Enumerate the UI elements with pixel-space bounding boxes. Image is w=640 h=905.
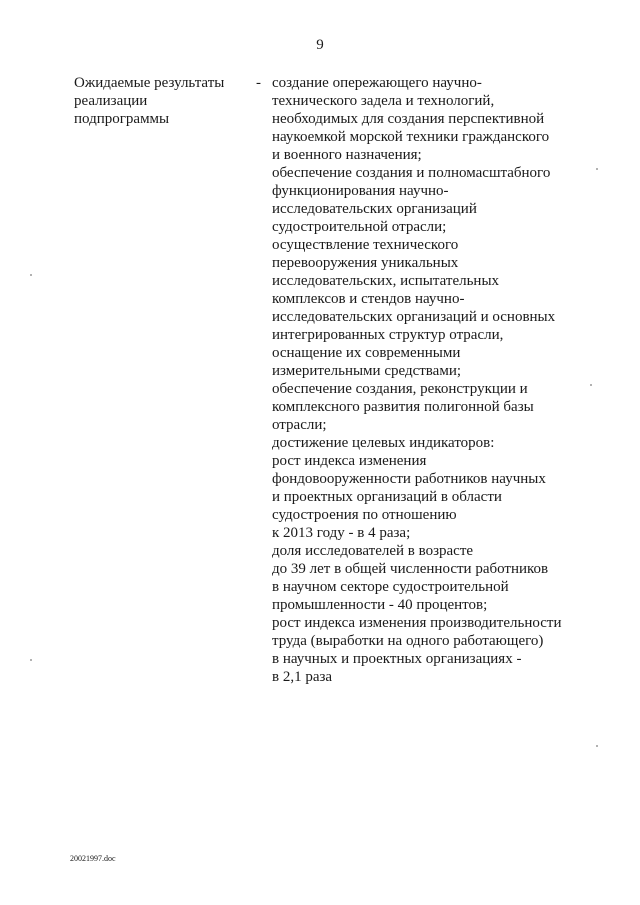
content-line: измерительными средствами; [272, 363, 462, 379]
content-line: осуществление технического [272, 237, 459, 253]
content-line: оснащение их современными [272, 345, 461, 361]
scan-speck [596, 745, 598, 747]
scan-speck [590, 384, 592, 386]
content-line: и военного назначения; [272, 147, 422, 163]
content-line: рост индекса изменения производительности [272, 615, 562, 631]
content-line: в 2,1 раза [272, 669, 333, 685]
content-line: интегрированных структур отрасли, [272, 327, 504, 343]
content-line: к 2013 году - в 4 раза; [272, 525, 411, 541]
content-line: функционирования научно- [272, 183, 449, 199]
scan-speck [30, 659, 32, 661]
content-line: наукоемкой морской техники гражданского [272, 129, 550, 145]
content-line: исследовательских организаций [272, 201, 477, 217]
content-line: фондовооруженности работников научных [272, 471, 546, 487]
section-content [272, 74, 572, 686]
content-line: труда (выработки на одного работающего) [272, 633, 544, 649]
content-line: и проектных организаций в области [272, 489, 502, 505]
content-line: судостроения по отношению [272, 507, 457, 523]
section-label-line: подпрограммы [74, 111, 170, 127]
separator-dash: - [256, 75, 261, 91]
section-label [74, 74, 244, 128]
content-line: комплексного развития полигонной базы [272, 399, 534, 415]
section-label-line: реализации [74, 93, 148, 109]
content-line: комплексов и стендов научно- [272, 291, 465, 307]
content-line: доля исследователей в возрасте [272, 543, 474, 559]
content-line: необходимых для создания перспективной [272, 111, 545, 127]
content-line: в научном секторе судостроительной [272, 579, 509, 595]
section-label-line: Ожидаемые результаты [74, 75, 225, 91]
content-line: промышленности - 40 процентов; [272, 597, 488, 613]
content-line: технического задела и технологий, [272, 93, 495, 109]
scan-speck [596, 168, 598, 170]
scan-speck [30, 274, 32, 276]
content-line: отрасли; [272, 417, 327, 433]
content-line: до 39 лет в общей численности работников [272, 561, 549, 577]
content-line: исследовательских организаций и основных [272, 309, 556, 325]
content-line: в научных и проектных организациях - [272, 651, 522, 667]
content-line: создание опережающего научно- [272, 75, 482, 91]
content-line: обеспечение создания, реконструкции и [272, 381, 528, 397]
page-number: 9 [316, 37, 324, 53]
content-line: исследовательских, испытательных [272, 273, 500, 289]
content-line: перевооружения уникальных [272, 255, 459, 271]
content-line: судостроительной отрасли; [272, 219, 447, 235]
content-line: рост индекса изменения [272, 453, 427, 469]
content-line: обеспечение создания и полномасштабного [272, 165, 551, 181]
content-line: достижение целевых индикаторов: [272, 435, 495, 451]
footer-file-name: 20021997.doc [70, 854, 116, 863]
